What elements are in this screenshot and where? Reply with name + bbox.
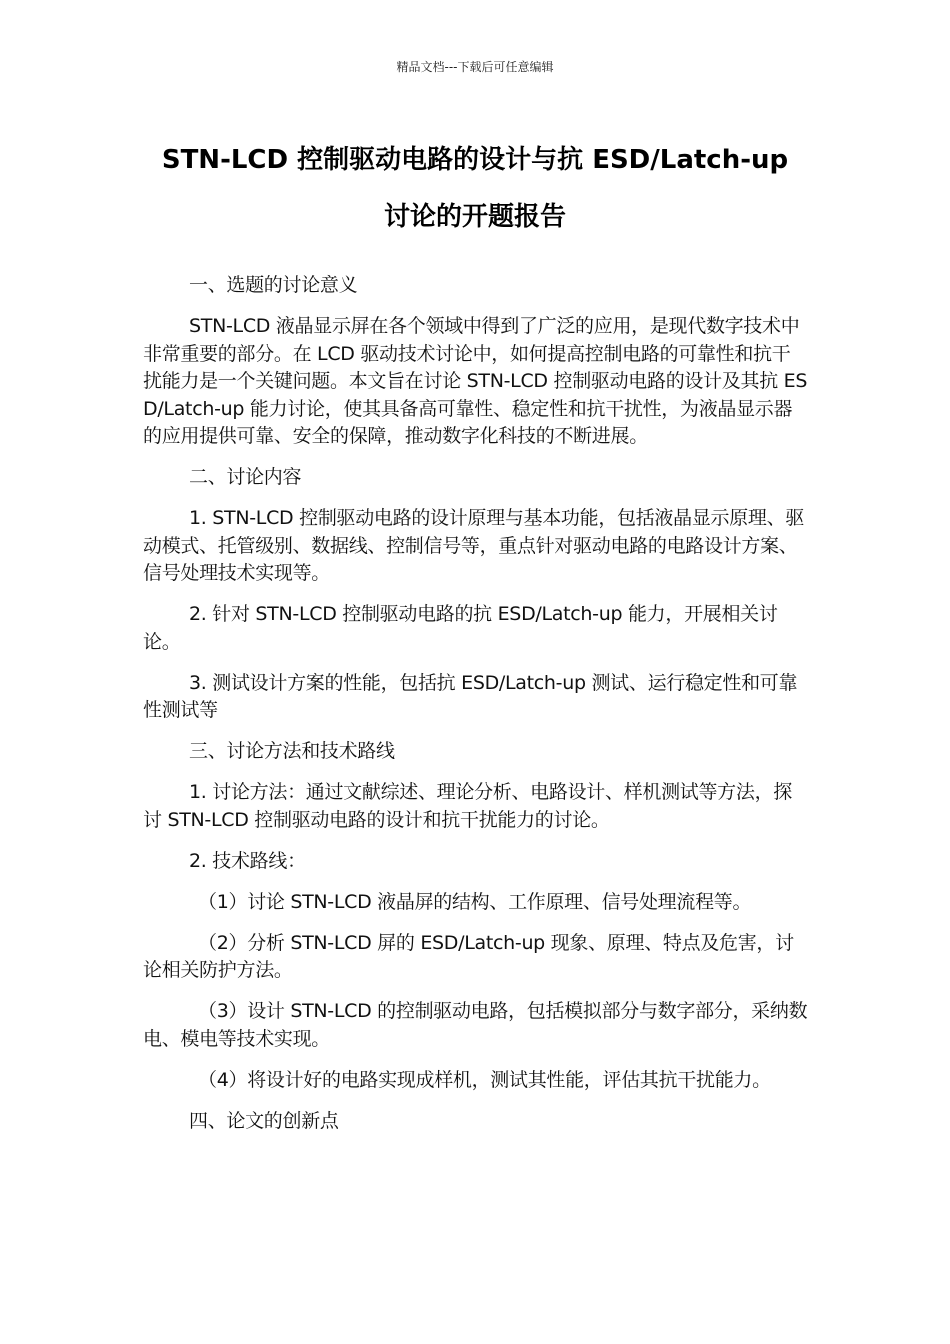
document-title-line-1: STN-LCD 控制驱动电路的设计与抗 ESD/Latch-up: [161, 145, 789, 175]
section-heading-innovation: 四、论文的创新点: [189, 1109, 339, 1132]
document-title-line-2: 讨论的开题报告: [383, 202, 566, 232]
route-step-3: （3）设计 STN-LCD 的控制驱动电路，包括模拟部分与数字部分，采纳数电、模电等技术实现。: [143, 1000, 808, 1050]
content-item-2: 2. 针对 STN-LCD 控制驱动电路的抗 ESD/Latch-up 能力，开展相关讨论。: [143, 603, 778, 653]
methods-item-1: 1. 讨论方法：通过文献综述、理论分析、电路设计、样机测试等方法，探讨 STN-LCD 控制驱动电路的设计和抗干扰能力的讨论。: [143, 781, 792, 831]
content-item-1: 1. STN-LCD 控制驱动电路的设计原理与基本功能，包括液晶显示原理、驱动模式、托管级别、数据线、控制信号等，重点针对驱动电路的电路设计方案、信号处理技术实现等。: [143, 507, 805, 584]
section-heading-methods: 三、讨论方法和技术路线: [189, 740, 395, 762]
route-step-4: （4）将设计好的电路实现成样机，测试其性能，评估其抗干扰能力。: [198, 1068, 771, 1091]
paragraph-significance: STN-LCD 液晶显示屏在各个领域中得到了广泛的应用，是现代数字技术中非常重要的部分。在 LCD 驱动技术讨论中，如何提高控制电路的可靠性和抗干扰能力是一个关键问题。本文旨在讨论 STN-LCD 控制驱动电路的设计及其抗 ESD/Latch-up 能力讨论，使其具备高可靠性、稳定性和抗干扰性，为液晶显示器的应用提供可靠、安全的保障，推动数字化科技的不断进展。: [143, 315, 808, 447]
document-body: [143, 272, 808, 1149]
section-heading-content: 二、讨论内容: [189, 466, 302, 488]
route-step-1: （1）讨论 STN-LCD 液晶屏的结构、工作原理、信号处理流程等。: [198, 890, 752, 913]
methods-item-2: 2. 技术路线：: [189, 849, 306, 872]
route-step-2: （2）分析 STN-LCD 屏的 ESD/Latch-up 现象、原理、特点及危害，讨论相关防护方法。: [143, 931, 794, 981]
section-heading-significance: 一、选题的讨论意义: [189, 274, 358, 296]
page-header-note: 精品文档---下载后可任意编辑: [396, 60, 554, 74]
content-item-3: 3. 测试设计方案的性能，包括抗 ESD/Latch-up 测试、运行稳定性和可靠性测试等: [143, 671, 798, 721]
